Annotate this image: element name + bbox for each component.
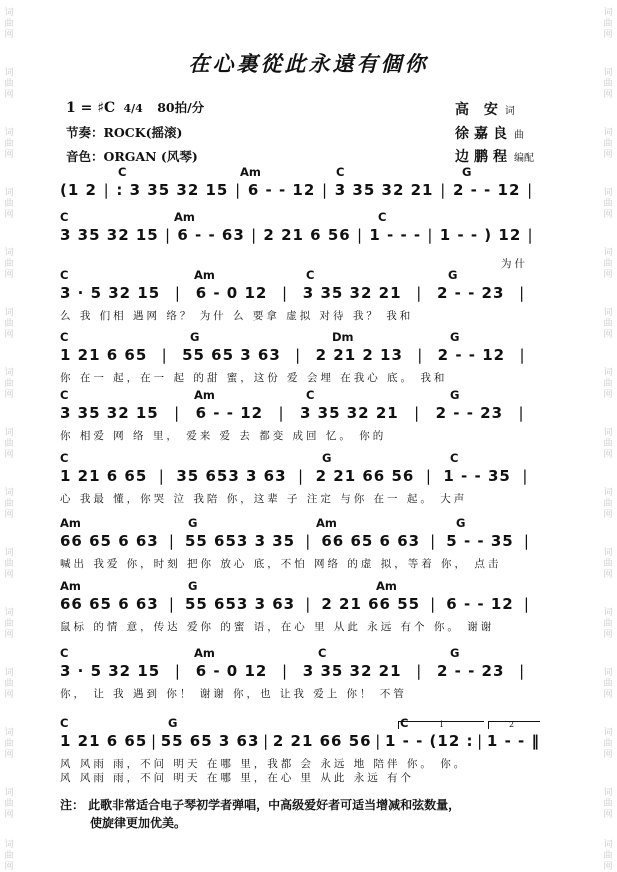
chord-symbol: C — [60, 716, 69, 730]
bar-line: | — [477, 732, 484, 750]
bar-line: | — [174, 284, 181, 302]
bar-line: | — [298, 467, 305, 485]
notation-line — [60, 402, 540, 424]
bar-line: | — [416, 284, 423, 302]
chord-symbol: C — [306, 388, 315, 402]
chord-symbol: G — [168, 716, 178, 730]
measure: 1 - - - — [369, 226, 422, 244]
measure: 6 - 0 12 — [195, 284, 268, 302]
chord-symbol: G — [450, 330, 460, 344]
measure: 66 65 6 63 — [321, 532, 421, 550]
bar-line: | — [251, 226, 258, 244]
bar-line: | — [430, 595, 437, 613]
bar-line: | — [305, 595, 312, 613]
watermark: 词 曲 网 — [4, 188, 14, 220]
watermark: 词 曲 网 — [603, 608, 613, 640]
bar-line: | — [523, 595, 530, 613]
bar-line: | — [522, 467, 529, 485]
bar-line: | — [523, 532, 530, 550]
measure: 3 35 32 21 — [334, 181, 434, 199]
notation-line — [60, 660, 540, 682]
chord-symbol: C — [60, 646, 69, 660]
lyrics-line-2: 风 风雨 雨，不问 明天 在哪 里，在心 里 从此 永远 有个 — [60, 772, 415, 784]
measure: 1 - - (12 : — [384, 732, 474, 750]
bar-line: | — [527, 181, 534, 199]
bar-line: | — [417, 346, 424, 364]
key-value: 1 = ♯C — [66, 100, 116, 116]
notation-line — [60, 224, 540, 246]
watermark: 词 曲 网 — [603, 188, 613, 220]
volta-second-ending: 2 — [488, 721, 540, 729]
chord-symbol: Dm — [332, 330, 354, 344]
chord-line — [60, 579, 540, 593]
bar-line: | — [278, 404, 285, 422]
lyrics-line: 为什 — [501, 258, 528, 270]
chord-symbol: C — [60, 330, 69, 344]
footnote — [60, 796, 560, 832]
measure: 3 · 5 32 15 — [60, 284, 161, 302]
measure: 55 653 3 63 — [184, 595, 296, 613]
measure: 2 - - 12 — [452, 181, 521, 199]
chord-symbol: C — [60, 388, 69, 402]
measure: 6 - 0 12 — [195, 662, 268, 680]
lyrics-line: 你 相爱 网 络 里， 爱来 爱 去 都变 成回 忆。 你的 — [60, 430, 387, 442]
measure: 3 35 32 21 — [302, 662, 402, 680]
chord-symbol: Am — [316, 516, 337, 530]
measure: 2 - - 23 — [435, 404, 504, 422]
bar-line: | — [519, 346, 526, 364]
notation-line — [60, 465, 540, 487]
watermark: 词 曲 网 — [603, 548, 613, 580]
chord-symbol: C — [336, 165, 345, 179]
watermark: 词 曲 网 — [603, 788, 613, 820]
chord-symbol: C — [60, 268, 69, 282]
bar-line: | — [168, 595, 175, 613]
measure: 55 65 3 63 — [160, 732, 260, 750]
arranger-credit — [455, 146, 534, 166]
chord-symbol: C — [400, 716, 409, 730]
chord-symbol: G — [190, 330, 200, 344]
chord-symbol: G — [188, 579, 198, 593]
chord-symbol: C — [60, 210, 69, 224]
chord-symbol: Am — [194, 388, 215, 402]
lyricist-role: 词 — [504, 106, 515, 117]
watermark: 词 曲 网 — [4, 248, 14, 280]
chord-symbol: Am — [174, 210, 195, 224]
measure: 3 35 32 15 — [60, 404, 159, 422]
watermark: 词 曲 网 — [603, 128, 613, 160]
notation-line — [60, 730, 540, 752]
bar-line: | — [295, 346, 302, 364]
measure: 35 653 3 63 — [176, 467, 287, 485]
watermark: 词 曲 网 — [603, 308, 613, 340]
watermark: 词 曲 网 — [4, 608, 14, 640]
chord-symbol: Am — [194, 268, 215, 282]
bar-line: | — [150, 732, 158, 750]
chord-symbol: G — [450, 388, 460, 402]
bar-line: | — [174, 404, 181, 422]
watermark: 词 曲 网 — [4, 428, 14, 460]
watermark: 词 曲 网 — [603, 248, 613, 280]
chord-symbol: G — [450, 646, 460, 660]
measure: 55 653 3 35 — [184, 532, 296, 550]
time-signature: 4/4 — [123, 102, 143, 115]
watermark: 词 曲 网 — [4, 668, 14, 700]
chord-symbol: Am — [194, 646, 215, 660]
notation-line — [60, 593, 540, 615]
measure: : 3 35 32 15 — [116, 181, 229, 199]
chord-symbol: C — [118, 165, 127, 179]
bar-line: | — [103, 181, 110, 199]
chord-symbol: C — [318, 646, 327, 660]
watermark: 词 曲 网 — [4, 840, 14, 872]
watermark: 词 曲 网 — [4, 128, 14, 160]
chord-symbol: C — [306, 268, 315, 282]
measure: 2 21 2 13 — [315, 346, 403, 364]
composer-credit — [455, 123, 524, 143]
measure: 2 - - 12 — [437, 346, 506, 364]
measure: 2 21 6 56 — [263, 226, 351, 244]
watermark: 词 曲 网 — [603, 840, 613, 872]
bar-line: | — [174, 662, 181, 680]
watermark: 词 曲 网 — [4, 8, 14, 40]
bar-line: | — [165, 226, 172, 244]
measure: 55 65 3 63 — [182, 346, 281, 364]
bar-line: | — [375, 732, 382, 750]
chord-symbol: G — [188, 516, 198, 530]
bar-line: | — [321, 181, 329, 199]
measure: 3 35 32 15 — [60, 226, 159, 244]
bar-line: | — [305, 532, 312, 550]
chord-symbol: G — [456, 516, 466, 530]
chord-line — [60, 516, 540, 530]
chord-symbol: C — [450, 451, 459, 465]
watermark: 词 曲 网 — [4, 548, 14, 580]
measure: 2 21 66 56 — [315, 467, 415, 485]
arranger-role: 编配 — [514, 153, 534, 164]
watermark: 词 曲 网 — [603, 368, 613, 400]
composer-role: 曲 — [514, 130, 524, 141]
measure: 2 21 66 55 — [321, 595, 421, 613]
bar-line: | — [519, 662, 526, 680]
measure: 1 - - ) 12 — [439, 226, 522, 244]
bar-line: | — [427, 226, 434, 244]
chord-line — [60, 268, 540, 282]
measure: 5 - - 35 — [446, 532, 514, 550]
lyricist-name: 高 安 — [455, 102, 503, 118]
bar-line: | — [158, 467, 165, 485]
measure: 1 21 6 65 — [60, 346, 148, 364]
chord-symbol: Am — [376, 579, 397, 593]
watermark: 词 曲 网 — [4, 68, 14, 100]
watermark: 词 曲 网 — [603, 728, 613, 760]
measure: 2 - - 23 — [437, 284, 505, 302]
bar-line: | — [440, 181, 447, 199]
watermark: 词 曲 网 — [4, 788, 14, 820]
song-title: 在心裏從此永遠有個你 — [188, 51, 429, 76]
tempo: 80拍/分 — [157, 100, 205, 115]
chord-symbol: G — [322, 451, 332, 465]
bar-line: | — [527, 226, 534, 244]
bar-line: | — [416, 662, 423, 680]
chord-symbol: C — [60, 451, 69, 465]
lyricist-credit — [455, 99, 515, 119]
lyrics-line: 心 我最 懂，你哭 泣 我陪 你，这辈 子 注定 与你 在一 起。 大声 — [60, 493, 468, 505]
watermark: 词 曲 网 — [603, 8, 613, 40]
measure: 66 65 6 63 — [60, 532, 159, 550]
arranger-name: 边鹏程 — [455, 149, 512, 165]
bar-line: | — [519, 284, 526, 302]
watermark: 词 曲 网 — [603, 428, 613, 460]
watermark: 词 曲 网 — [603, 668, 613, 700]
timbre-label: 音色：ORGAN (风琴) — [66, 149, 198, 164]
bar-line: | — [425, 467, 432, 485]
notation-line — [60, 530, 540, 552]
footnote-line-2: 使旋律更加优美。 — [90, 816, 187, 830]
watermark: 词 曲 网 — [4, 488, 14, 520]
chord-line — [60, 451, 540, 465]
notation-line — [60, 179, 540, 201]
rhythm-label: 节奏：ROCK(摇滚) — [66, 125, 183, 140]
lyrics-line: 风 风雨 雨，不问 明天 在哪 里，我都 会 永远 地 陪伴 你。 你。 — [60, 758, 468, 770]
lyrics-line: 喊出 我爱 你，时刻 把你 放心 底，不怕 网络 的虚 拟，等着 你， 点击 — [60, 558, 502, 570]
composer-name: 徐嘉良 — [455, 126, 512, 142]
measure: 2 - - 23 — [437, 662, 505, 680]
watermark: 词 曲 网 — [603, 68, 613, 100]
measure: 3 35 32 21 — [299, 404, 399, 422]
bar-line: | — [161, 346, 168, 364]
lyrics-line: 你， 让 我 遇到 你！ 谢谢 你，也 让我 爱上 你！ 不管 — [60, 688, 407, 700]
measure: 1 - - 35 — [443, 467, 511, 485]
watermark: 词 曲 网 — [4, 368, 14, 400]
bar-line: | — [414, 404, 421, 422]
chord-symbol: Am — [60, 579, 81, 593]
bar-line: | — [235, 181, 242, 199]
notation-line — [60, 344, 540, 366]
measure: 3 · 5 32 15 — [60, 662, 161, 680]
chord-symbol: G — [462, 165, 472, 179]
measure: 6 - - 63 — [177, 226, 245, 244]
measure: (1 2 — [60, 181, 97, 199]
bar-line: | — [357, 226, 364, 244]
chord-line — [60, 388, 540, 402]
watermark: 词 曲 网 — [4, 728, 14, 760]
chord-line — [60, 210, 540, 224]
chord-line — [60, 646, 540, 660]
volta-first-ending: 1 — [398, 721, 484, 729]
footnote-line-1: 注： 此歌非常适合电子琴初学者弹唱，中高级爱好者可适当增减和弦数量， — [60, 798, 461, 812]
measure: 6 - - 12 — [446, 595, 514, 613]
bar-line: | — [263, 732, 270, 750]
measure: 66 65 6 63 — [60, 595, 159, 613]
chord-symbol: Am — [60, 516, 81, 530]
measure: 6 - - 12 — [247, 181, 316, 199]
chord-symbol: G — [448, 268, 458, 282]
chord-symbol: Am — [240, 165, 261, 179]
key-signature — [66, 98, 204, 116]
bar-line: | — [168, 532, 175, 550]
measure: 3 35 32 21 — [302, 284, 402, 302]
lyrics-line: 鼠标 的情 意，传达 爱你 的蜜 语，在心 里 从此 永远 有个 你。 谢谢 — [60, 621, 495, 633]
measure: 6 - - 12 — [195, 404, 264, 422]
lyrics-line: 么 我 们相 遇网 络？ 为什 么 要拿 虚拟 对待 我？ 我和 — [60, 310, 414, 322]
chord-line — [60, 330, 540, 344]
chord-symbol: C — [378, 210, 387, 224]
notation-line — [60, 282, 540, 304]
watermark: 词 曲 网 — [4, 308, 14, 340]
measure: 2 21 66 56 — [272, 732, 372, 750]
bar-line: | — [282, 284, 289, 302]
measure: 1 21 6 65 — [60, 467, 148, 485]
measure: 1 21 6 65 — [60, 732, 148, 750]
bar-line: | — [430, 532, 437, 550]
bar-line: | — [282, 662, 289, 680]
measure: 1 - - ‖ — [486, 732, 540, 750]
watermark: 词 曲 网 — [603, 488, 613, 520]
bar-line: | — [518, 404, 525, 422]
lyrics-line: 你 在一 起，在一 起 的甜 蜜，这份 爱 会埋 在我心 底。 我和 — [60, 372, 448, 384]
chord-line — [60, 165, 540, 179]
